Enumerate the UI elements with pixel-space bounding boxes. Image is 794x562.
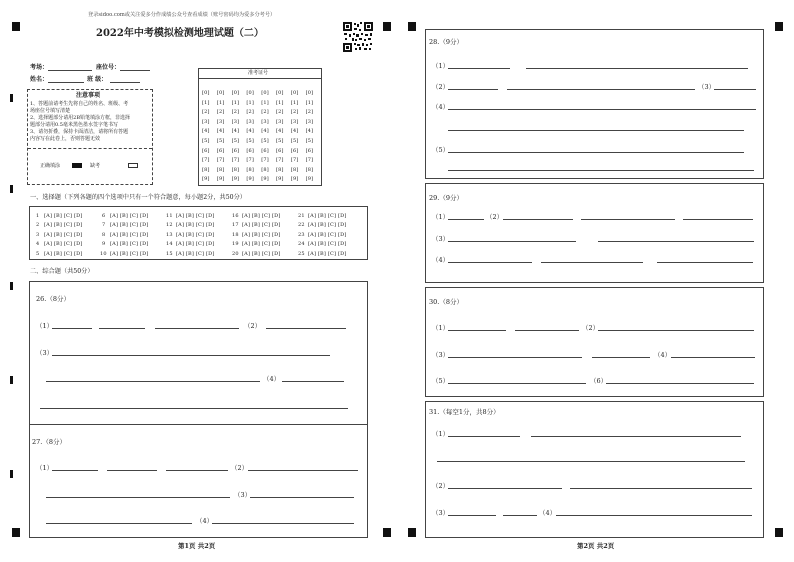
- admission-digit-bubble[interactable]: [6]: [246, 147, 255, 154]
- seat-no-label: 座位号：: [96, 64, 121, 71]
- q29-answer-line[interactable]: [448, 219, 484, 220]
- q26-answer-line[interactable]: [52, 328, 92, 329]
- notice-box: [27, 89, 153, 185]
- q28-label: 28.（9分）: [429, 38, 463, 46]
- mc-question-number: 7: [102, 222, 106, 229]
- mc-option-bubbles[interactable]: [A] [B] [C] [D]: [110, 222, 149, 229]
- mc-option-bubbles[interactable]: [A] [B] [C] [D]: [110, 241, 149, 248]
- mc-option-bubbles[interactable]: [A] [B] [C] [D]: [308, 241, 347, 248]
- mc-option-bubbles[interactable]: [A] [B] [C] [D]: [308, 213, 347, 219]
- mc-question-number: 4: [36, 241, 40, 248]
- page-title: 2022年中考模拟检测地理试题（二）: [96, 28, 264, 39]
- notice-divider: [28, 148, 152, 149]
- mc-question-number: 20: [232, 250, 239, 257]
- q27-answer-line[interactable]: [248, 470, 358, 471]
- q29-answer-line[interactable]: [503, 219, 573, 220]
- admission-digit-bubble[interactable]: [0]: [290, 90, 299, 96]
- q28-answer-line[interactable]: [448, 152, 744, 153]
- admission-digit-bubble[interactable]: [9]: [231, 176, 240, 183]
- admission-digit-bubble[interactable]: [9]: [276, 176, 284, 183]
- admission-digit-bubble[interactable]: [5]: [231, 138, 240, 144]
- q26-answer-line[interactable]: [40, 408, 348, 409]
- mc-question-number: 1: [36, 213, 40, 219]
- q26-answer-line[interactable]: [46, 381, 260, 382]
- admission-digit-bubble[interactable]: [6]: [202, 147, 210, 154]
- admission-digit-bubble[interactable]: [9]: [290, 176, 299, 183]
- q29-answer-line[interactable]: [448, 241, 576, 242]
- q28-answer-line[interactable]: [714, 89, 756, 90]
- q28-answer-line[interactable]: [448, 89, 498, 90]
- correct-fill-sample: [72, 163, 82, 168]
- mc-option-bubbles[interactable]: [A] [B] [C] [D]: [110, 231, 149, 238]
- admission-heading: 准考证号: [248, 70, 269, 76]
- admission-digit-bubble[interactable]: [7]: [290, 157, 299, 164]
- admission-digit-bubble[interactable]: [8]: [216, 166, 225, 173]
- admission-digit-bubble[interactable]: [7]: [246, 157, 255, 164]
- q29-answer-line[interactable]: [598, 241, 754, 242]
- qr-code: [343, 22, 373, 52]
- admission-digit-bubble[interactable]: [2]: [305, 109, 314, 116]
- q31-answer-line[interactable]: [570, 488, 752, 489]
- absent-label: 缺考: [90, 163, 101, 169]
- admission-digit-bubble[interactable]: [6]: [305, 147, 314, 154]
- admission-digit-bubble[interactable]: [7]: [231, 157, 240, 164]
- absent-checkbox[interactable]: [128, 163, 138, 168]
- admission-digit-bubble[interactable]: [3]: [231, 118, 240, 125]
- admission-digit-bubble[interactable]: [5]: [246, 138, 255, 144]
- top-note: 登录sidoo.com或关注爱多分作成绩公众号查看成绩（账号密码均为爱多分考号）: [88, 12, 276, 18]
- mc-option-bubbles[interactable]: [A] [B] [C] [D]: [242, 231, 281, 238]
- page-footer: 第1页 共2页: [178, 542, 216, 550]
- admission-digit-grid[interactable]: [200, 88, 320, 184]
- q31-answer-line[interactable]: [503, 515, 537, 516]
- admission-digit-bubble[interactable]: [4]: [290, 128, 299, 135]
- notice-heading: 注意事项: [76, 92, 101, 99]
- side-mark: [10, 470, 13, 478]
- admission-digit-bubble[interactable]: [9]: [216, 176, 225, 183]
- q28-answer-line[interactable]: [448, 170, 754, 171]
- q30-part2: （2）: [582, 324, 600, 332]
- mc-question-number: 23: [298, 231, 305, 238]
- q26-part3: （3）: [36, 349, 54, 357]
- admission-digit-bubble[interactable]: [7]: [276, 157, 284, 164]
- admission-digit-bubble[interactable]: [3]: [246, 118, 255, 125]
- mc-option-bubbles[interactable]: [A] [B] [C] [D]: [308, 222, 347, 229]
- q28-answer-line[interactable]: [448, 109, 756, 110]
- mc-option-bubbles[interactable]: [A] [B] [C] [D]: [308, 231, 347, 238]
- mc-option-bubbles[interactable]: [A] [B] [C] [D]: [242, 241, 281, 248]
- mc-option-bubbles[interactable]: [A] [B] [C] [D]: [176, 250, 215, 257]
- admission-digit-bubble[interactable]: [9]: [246, 176, 255, 183]
- q28-part1: （1）: [432, 62, 450, 70]
- admission-digit-bubble[interactable]: [3]: [305, 118, 314, 125]
- q31-part3: （3）: [432, 509, 450, 517]
- seat-no-field[interactable]: [120, 70, 150, 71]
- class-label: 班 级：: [87, 76, 108, 83]
- mc-option-bubbles[interactable]: [A] [B] [C] [D]: [44, 250, 83, 257]
- q31-answer-line[interactable]: [448, 436, 520, 437]
- q31-answer-line[interactable]: [448, 488, 562, 489]
- q26-part4: （4）: [263, 375, 281, 383]
- mc-option-bubbles[interactable]: [A] [B] [C] [D]: [110, 213, 149, 219]
- mc-question-number: 12: [166, 222, 173, 229]
- q27-answer-line[interactable]: [212, 523, 354, 524]
- mc-question-number: 13: [166, 231, 173, 238]
- q29-label: 29.（9分）: [429, 194, 463, 202]
- admission-digit-bubble[interactable]: [1]: [261, 99, 269, 106]
- mc-question-number: 22: [298, 222, 305, 229]
- q29-answer-line[interactable]: [657, 262, 753, 263]
- admission-digit-bubble[interactable]: [2]: [261, 109, 269, 116]
- q26-answer-line[interactable]: [282, 381, 344, 382]
- name-label: 姓名：: [30, 76, 49, 83]
- q30-answer-line[interactable]: [515, 330, 579, 331]
- admission-digit-bubble[interactable]: [1]: [290, 99, 299, 106]
- exam-room-field[interactable]: [48, 70, 92, 71]
- mc-option-bubbles[interactable]: [A] [B] [C] [D]: [110, 250, 149, 257]
- admission-digit-bubble[interactable]: [6]: [261, 147, 269, 154]
- class-field[interactable]: [110, 82, 140, 83]
- mc-question-number: 25: [298, 250, 305, 257]
- q27-label: 27.（8分）: [32, 438, 66, 446]
- admission-digit-bubble[interactable]: [4]: [202, 128, 210, 135]
- mc-option-bubbles[interactable]: [A] [B] [C] [D]: [176, 231, 215, 238]
- q31-label: 31.（每空1分，共8分）: [429, 408, 500, 416]
- admission-digit-bubble[interactable]: [2]: [246, 109, 255, 116]
- q30-part5: （5）: [432, 377, 450, 385]
- q26-answer-line[interactable]: [266, 328, 346, 329]
- q27-part4: （4）: [196, 517, 214, 525]
- admission-digit-bubble[interactable]: [8]: [202, 166, 210, 173]
- mc-question-number: 11: [166, 213, 173, 219]
- mc-question-number: 17: [232, 222, 239, 229]
- admission-digit-bubble[interactable]: [3]: [261, 118, 269, 125]
- admission-digit-bubble[interactable]: [1]: [276, 99, 284, 106]
- q27-answer-line[interactable]: [107, 470, 157, 471]
- q27-part1: （1）: [36, 464, 54, 472]
- q29-answer-line[interactable]: [448, 262, 532, 263]
- admission-digit-bubble[interactable]: [9]: [305, 176, 314, 183]
- q31-box: [425, 401, 764, 538]
- q31-part1: （1）: [432, 430, 450, 438]
- q29-answer-line[interactable]: [581, 219, 675, 220]
- admission-digit-bubble[interactable]: [0]: [202, 90, 210, 96]
- mc-question-number: 19: [232, 241, 239, 248]
- mc-question-number: 8: [102, 231, 106, 238]
- side-mark: [10, 376, 13, 384]
- mc-option-bubbles[interactable]: [A] [B] [C] [D]: [308, 250, 347, 257]
- admission-digit-bubble[interactable]: [4]: [261, 128, 269, 135]
- q30-answer-line[interactable]: [448, 357, 582, 358]
- admission-digit-bubble[interactable]: [0]: [231, 90, 240, 96]
- notice-line: 内容写在此卷上，否则答题无效: [30, 136, 101, 142]
- mc-question-number: 3: [36, 231, 40, 238]
- admission-digit-bubble[interactable]: [4]: [246, 128, 255, 135]
- q27-answer-line[interactable]: [250, 497, 354, 498]
- admission-digit-bubble[interactable]: [0]: [246, 90, 255, 96]
- admission-digit-bubble[interactable]: [7]: [202, 157, 210, 164]
- side-mark: [10, 185, 13, 193]
- admission-digit-bubble[interactable]: [1]: [231, 99, 240, 106]
- admission-digit-bubble[interactable]: [1]: [305, 99, 314, 106]
- mc-question-number: 6: [102, 213, 106, 219]
- admission-digit-bubble[interactable]: [8]: [261, 166, 269, 173]
- alignment-mark: [12, 528, 20, 537]
- admission-digit-bubble[interactable]: [5]: [276, 138, 284, 144]
- q28-answer-line[interactable]: [507, 89, 695, 90]
- q29-part2: （2）: [486, 213, 504, 221]
- mc-option-bubbles[interactable]: [A] [B] [C] [D]: [44, 213, 83, 219]
- q26-box: [29, 281, 368, 425]
- admission-digit-bubble[interactable]: [7]: [216, 157, 225, 164]
- exam-room-label: 考场：: [30, 64, 49, 71]
- notice-line: 1、答题前请考生先将自己的姓名、班级、考: [30, 101, 129, 107]
- q28-part5: （5）: [432, 146, 450, 154]
- mc-option-bubbles[interactable]: [A] [B] [C] [D]: [44, 241, 83, 248]
- q27-answer-line[interactable]: [46, 497, 230, 498]
- q28-answer-line[interactable]: [448, 130, 744, 131]
- q27-answer-line[interactable]: [46, 523, 192, 524]
- q29-answer-line[interactable]: [541, 262, 643, 263]
- admission-digit-bubble[interactable]: [6]: [276, 147, 284, 154]
- mc-question-number: 24: [298, 241, 305, 248]
- q30-answer-line[interactable]: [606, 383, 754, 384]
- q27-part3: （3）: [234, 491, 252, 499]
- admission-digit-bubble[interactable]: [4]: [305, 128, 314, 135]
- q29-part4: （4）: [432, 256, 450, 264]
- admission-digit-bubble[interactable]: [1]: [246, 99, 255, 106]
- mc-grid[interactable]: [34, 211, 364, 257]
- alignment-mark: [12, 22, 20, 31]
- admission-digit-bubble[interactable]: [0]: [216, 90, 225, 96]
- notice-line: 2、选择题部分请用2B铅笔填涂方框，非选择: [30, 115, 131, 121]
- admission-digit-bubble[interactable]: [7]: [261, 157, 269, 164]
- admission-digit-bubble[interactable]: [8]: [246, 166, 255, 173]
- admission-digit-bubble[interactable]: [2]: [290, 109, 299, 116]
- page-footer: 第2页 共2页: [577, 542, 615, 550]
- q26-label: 26.（8分）: [36, 295, 70, 303]
- mc-option-bubbles[interactable]: [A] [B] [C] [D]: [242, 213, 281, 219]
- mc-question-number: 9: [102, 241, 106, 248]
- q29-part3: （3）: [432, 235, 450, 243]
- mc-question-number: 2: [36, 222, 40, 229]
- admission-digit-bubble[interactable]: [7]: [305, 157, 314, 164]
- admission-digit-bubble[interactable]: [4]: [276, 128, 284, 135]
- section1-heading: 一、选择题（下列各题的四个选项中只有一个符合题意，每小题2分，共50分）: [30, 194, 246, 201]
- admission-digit-bubble[interactable]: [8]: [276, 166, 284, 173]
- q28-answer-line[interactable]: [526, 68, 748, 69]
- admission-header-rule: [199, 78, 321, 79]
- q27-part2: （2）: [231, 464, 249, 472]
- name-field[interactable]: [48, 82, 84, 83]
- mc-option-bubbles[interactable]: [A] [B] [C] [D]: [242, 222, 281, 229]
- admission-digit-bubble[interactable]: [2]: [231, 109, 240, 116]
- q30-answer-line[interactable]: [671, 357, 755, 358]
- mc-option-bubbles[interactable]: [A] [B] [C] [D]: [176, 222, 215, 229]
- q26-answer-line[interactable]: [99, 328, 145, 329]
- admission-digit-bubble[interactable]: [0]: [276, 90, 284, 96]
- q28-box: [425, 29, 764, 179]
- admission-digit-bubble[interactable]: [3]: [202, 118, 210, 125]
- admission-digit-bubble[interactable]: [3]: [290, 118, 299, 125]
- admission-digit-bubble[interactable]: [1]: [202, 99, 210, 106]
- admission-digit-bubble[interactable]: [5]: [290, 138, 299, 144]
- mc-option-bubbles[interactable]: [A] [B] [C] [D]: [242, 250, 281, 257]
- notice-line: 题部分请用0.5毫米黑色墨水签字笔书写: [30, 122, 118, 128]
- admission-digit-bubble[interactable]: [8]: [290, 166, 299, 173]
- q26-part1: （1）: [36, 322, 54, 330]
- mc-question-number: 16: [232, 213, 239, 219]
- mc-question-number: 14: [166, 241, 173, 248]
- mc-option-bubbles[interactable]: [A] [B] [C] [D]: [176, 241, 215, 248]
- mc-question-number: 21: [298, 213, 305, 219]
- admission-digit-bubble[interactable]: [6]: [216, 147, 225, 154]
- q31-answer-line[interactable]: [531, 436, 741, 437]
- q27-answer-line[interactable]: [166, 470, 228, 471]
- q31-answer-line[interactable]: [556, 515, 752, 516]
- q30-part3: （3）: [432, 351, 450, 359]
- q31-part4: （4）: [539, 509, 557, 517]
- q26-part2: （2）: [244, 322, 262, 330]
- admission-digit-bubble[interactable]: [2]: [276, 109, 284, 116]
- alignment-mark: [383, 22, 391, 31]
- admission-digit-bubble[interactable]: [5]: [216, 138, 225, 144]
- mc-option-bubbles[interactable]: [A] [B] [C] [D]: [176, 213, 215, 219]
- admission-digit-bubble[interactable]: [2]: [202, 109, 210, 116]
- side-mark: [10, 94, 13, 102]
- q26-answer-line[interactable]: [155, 328, 239, 329]
- q30-answer-line[interactable]: [592, 357, 650, 358]
- admission-digit-bubble[interactable]: [2]: [216, 109, 225, 116]
- q30-part6: （6）: [590, 377, 608, 385]
- alignment-mark: [408, 528, 416, 537]
- mc-answer-box: [29, 206, 368, 260]
- admission-digit-bubble[interactable]: [4]: [216, 128, 225, 135]
- q29-answer-line[interactable]: [683, 219, 753, 220]
- section2-heading: 二、综合题（共50分）: [30, 268, 94, 275]
- q31-answer-line[interactable]: [437, 461, 745, 462]
- admission-digit-bubble[interactable]: [3]: [216, 118, 225, 125]
- mc-option-bubbles[interactable]: [A] [B] [C] [D]: [44, 231, 83, 238]
- alignment-mark: [408, 22, 416, 31]
- q26-answer-line[interactable]: [52, 355, 330, 356]
- mc-question-number: 18: [232, 231, 239, 238]
- q27-answer-line[interactable]: [52, 470, 98, 471]
- side-mark: [10, 282, 13, 290]
- admission-digit-bubble[interactable]: [8]: [231, 166, 240, 173]
- q30-part1: （1）: [432, 324, 450, 332]
- q29-part1: （1）: [432, 213, 450, 221]
- mc-question-number: 10: [100, 250, 107, 257]
- q30-part4: （4）: [654, 351, 672, 359]
- admission-number-box: [198, 68, 322, 186]
- q30-label: 30.（8分）: [429, 298, 463, 306]
- q30-answer-line[interactable]: [448, 383, 586, 384]
- notice-line: 场座位号填写清楚: [30, 108, 71, 114]
- mc-option-bubbles[interactable]: [A] [B] [C] [D]: [44, 222, 83, 229]
- mc-question-number: 5: [36, 250, 40, 257]
- alignment-mark: [383, 528, 391, 537]
- admission-digit-bubble[interactable]: [5]: [261, 138, 269, 144]
- admission-digit-bubble[interactable]: [6]: [290, 147, 299, 154]
- q28-part2: （2）: [432, 83, 450, 91]
- q30-answer-line[interactable]: [598, 330, 754, 331]
- admission-digit-bubble[interactable]: [5]: [305, 138, 314, 144]
- admission-digit-bubble[interactable]: [0]: [261, 90, 269, 96]
- q28-part4: （4）: [432, 103, 450, 111]
- notice-line: 3、请勿折叠，保持卡面清洁，请将所有答题: [30, 129, 129, 135]
- q28-answer-line[interactable]: [448, 68, 510, 69]
- q30-answer-line[interactable]: [448, 330, 506, 331]
- admission-digit-bubble[interactable]: [9]: [202, 176, 210, 183]
- admission-digit-bubble[interactable]: [8]: [305, 166, 314, 173]
- admission-digit-bubble[interactable]: [9]: [261, 176, 269, 183]
- q29-box: [425, 183, 764, 283]
- q31-part2: （2）: [432, 482, 450, 490]
- alignment-mark: [775, 22, 783, 31]
- admission-digit-bubble[interactable]: [6]: [231, 147, 240, 154]
- admission-digit-bubble[interactable]: [0]: [305, 90, 314, 96]
- q28-part3: （3）: [698, 83, 716, 91]
- admission-digit-bubble[interactable]: [4]: [231, 128, 240, 135]
- admission-digit-bubble[interactable]: [3]: [276, 118, 284, 125]
- admission-digit-bubble[interactable]: [1]: [216, 99, 225, 106]
- correct-fill-label: 正确填涂: [40, 163, 61, 169]
- admission-digit-bubble[interactable]: [5]: [202, 138, 210, 144]
- q31-answer-line[interactable]: [448, 515, 496, 516]
- alignment-mark: [775, 528, 783, 537]
- mc-question-number: 15: [166, 250, 173, 257]
